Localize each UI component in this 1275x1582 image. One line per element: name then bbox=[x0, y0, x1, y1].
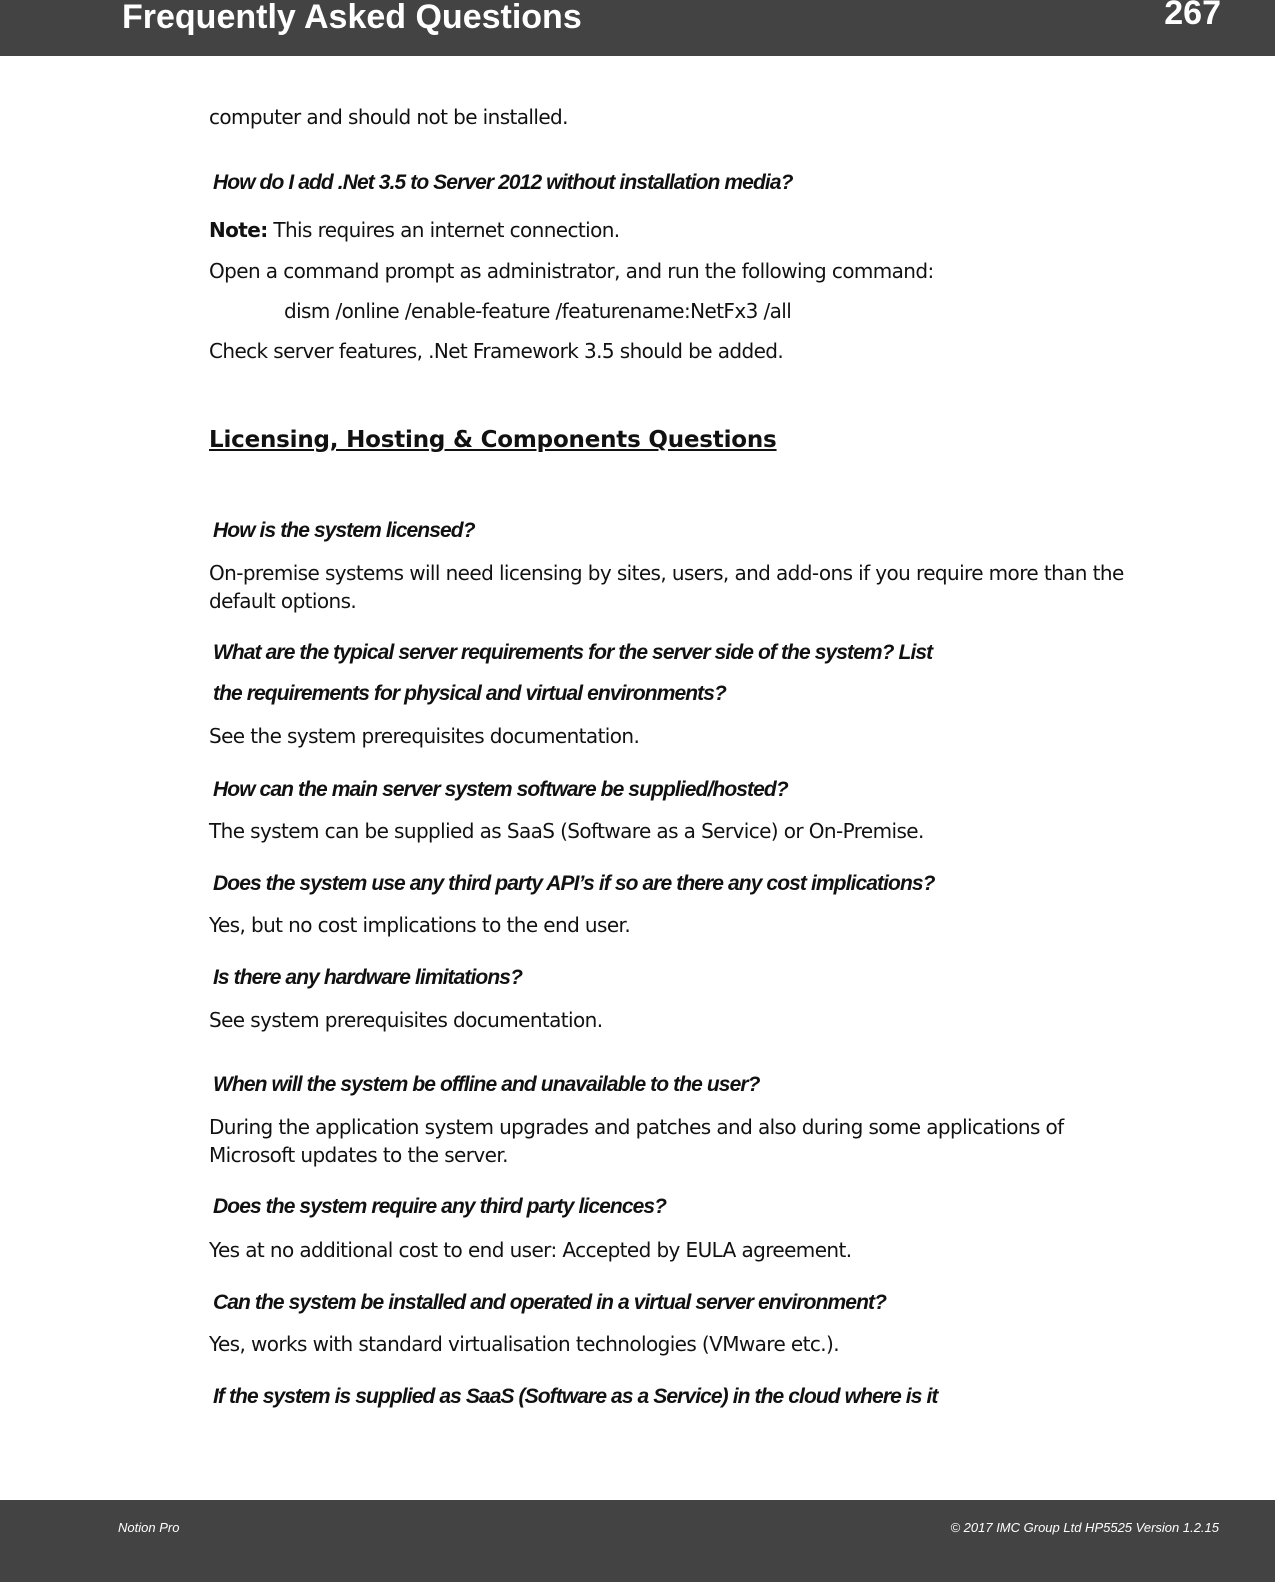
dism-command: dism /online /enable-feature /featurename:NetFx3 /all bbox=[284, 299, 792, 323]
faq-answer: See system prerequisites documentation. bbox=[209, 1008, 603, 1032]
faq-question: Can the system be installed and operated in a virtual server environment? bbox=[213, 1291, 887, 1314]
note-text: This requires an internet connection. bbox=[267, 218, 620, 242]
faq-question: Does the system require any third party licences? bbox=[213, 1195, 667, 1218]
faq-question: How can the main server system software be supplied/hosted? bbox=[213, 778, 788, 801]
faq-answer: Yes, but no cost implications to the end user. bbox=[209, 913, 631, 937]
faq-question: Is there any hardware limitations? bbox=[213, 966, 522, 989]
faq-question: What are the typical server requirements for the server side of the system? List bbox=[213, 641, 933, 664]
faq-question: How is the system licensed? bbox=[213, 519, 475, 542]
header-title: Frequently Asked Questions bbox=[122, 0, 582, 36]
page-number: 267 bbox=[1164, 0, 1221, 32]
faq-answer: Yes at no additional cost to end user: Accepted by EULA agreement. bbox=[209, 1238, 852, 1262]
faq-question: If the system is supplied as SaaS (Software as a Service) in the cloud where is it bbox=[213, 1385, 938, 1408]
faq-answer: The system can be supplied as SaaS (Software as a Service) or On-Premise. bbox=[209, 819, 924, 843]
footer-product: Notion Pro bbox=[118, 1520, 180, 1535]
page-header bbox=[0, 0, 1275, 56]
section-heading: Licensing, Hosting & Components Questions bbox=[209, 427, 777, 453]
faq-answer: During the application system upgrades and patches and also during some applications of Microsoft updates to the server. bbox=[209, 1115, 1064, 1167]
faq-question: Does the system use any third party API’s if so are there any cost implications? bbox=[213, 872, 935, 895]
intro-line: computer and should not be installed. bbox=[209, 105, 568, 129]
footer-copyright: © 2017 IMC Group Ltd HP5525 Version 1.2.15 bbox=[950, 1520, 1219, 1535]
open-prompt-instruction: Open a command prompt as administrator, and run the following command: bbox=[209, 259, 934, 283]
question-net35: How do I add .Net 3.5 to Server 2012 without installation media? bbox=[213, 171, 793, 194]
faq-question: When will the system be offline and unavailable to the user? bbox=[213, 1073, 760, 1096]
faq-answer: See the system prerequisites documentation. bbox=[209, 724, 640, 748]
page-footer bbox=[0, 1500, 1275, 1582]
note-line bbox=[209, 216, 620, 244]
faq-question-continued: the requirements for physical and virtual environments? bbox=[213, 682, 726, 705]
note-label: Note: bbox=[209, 218, 268, 242]
check-features-line: Check server features, .Net Framework 3.5 should be added. bbox=[209, 339, 784, 363]
faq-answer: Yes, works with standard virtualisation technologies (VMware etc.). bbox=[209, 1332, 839, 1356]
faq-answer: On-premise systems will need licensing by sites, users, and add-ons if you require more than the default options. bbox=[209, 561, 1124, 613]
